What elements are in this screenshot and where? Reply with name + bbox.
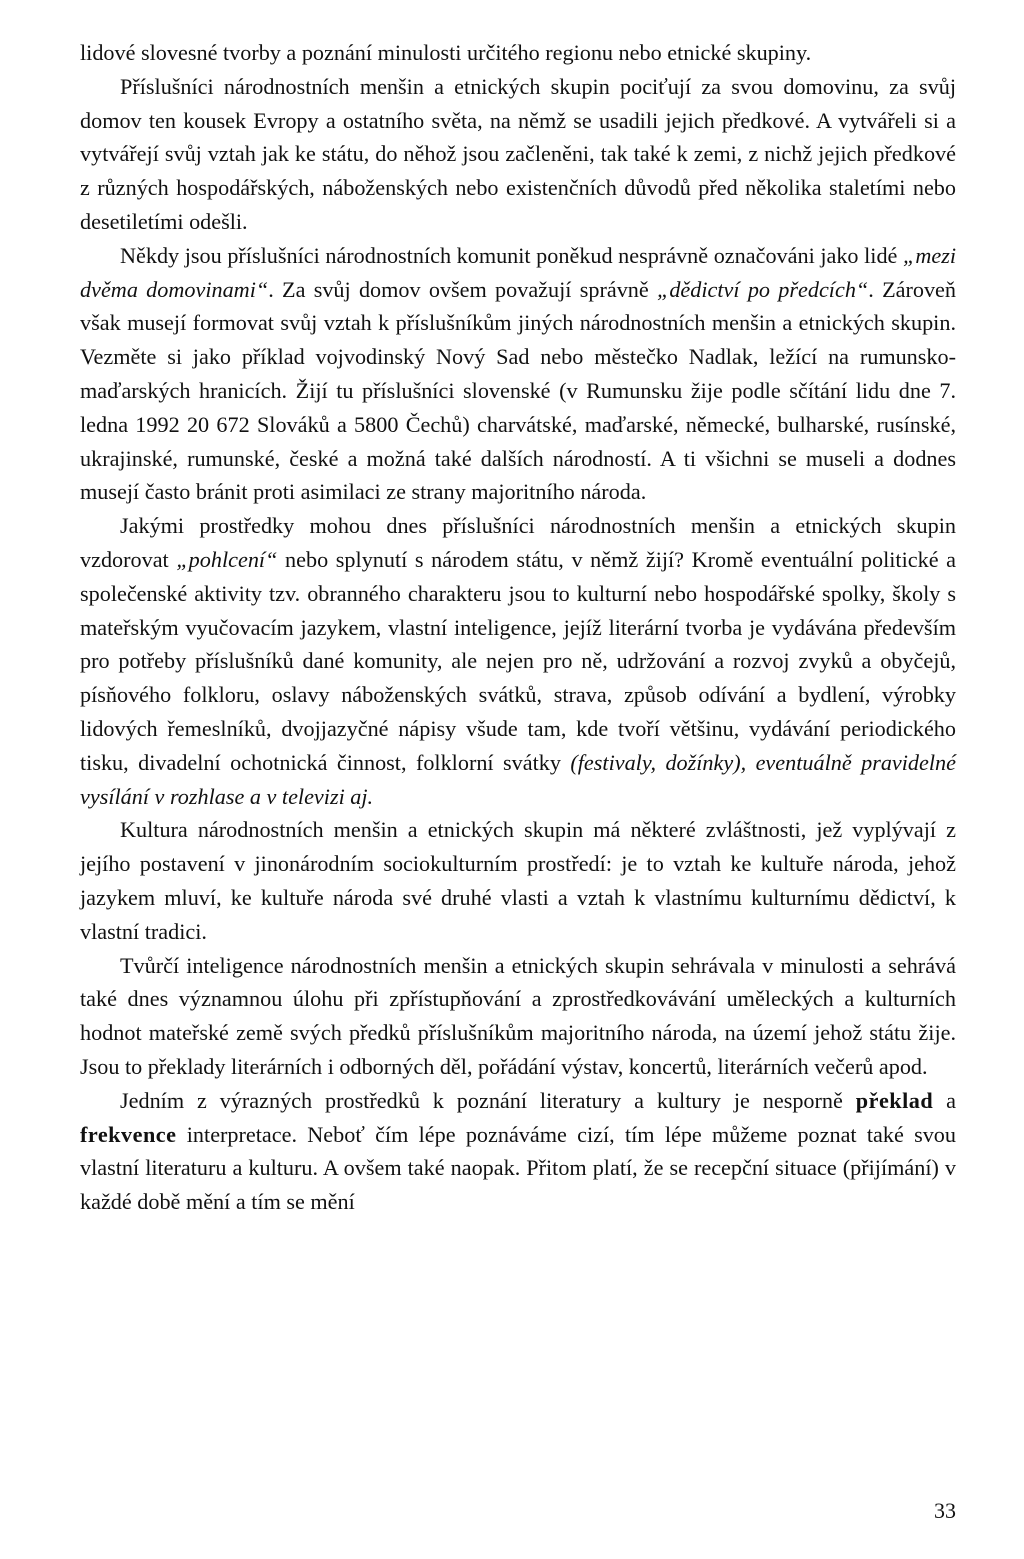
italic-festivaly: (festivaly, dožínky), eventuálně pravidelné vysílání v rozhlase a v televizi aj. <box>80 749 956 809</box>
paragraph-6: Tvůrčí inteligence národnostních menšin a etnických skupin sehrávala v minulosti a sehrává také dnes významnou úlohu při zpřístupňování a zprostředkovávání uměleckých a kulturních hodnot mateřské země svých předků příslušníkům majoritního národa, na území jehož státu žije. Jsou to překlady literárních i odborných děl, pořádání výstav, koncertů, literárních večerů apod. <box>80 952 956 1079</box>
paragraph-4 <box>80 509 956 813</box>
paragraph-4-part-2: nebo splynutí s národem státu, v němž žijí? Kromě eventuální politické a společenské aktivity tzv. obranného charakteru jsou to kulturní nebo hospodářské spolky, školy s mateřským vyučovacím jazykem, vlastní inteligence, jejíž literární tvorba je vydávána především pro potřeby příslušníků dané komunity, ale nejen pro ně, udržování a rozvoj zvyků a obyčejů, písňového folkloru, oslavy náboženských svátků, strava, způsob odívání a bydlení, výrobky lidových řemeslníků, dvojjazyčné nápisy všude tam, kde tvoří většinu, vydávání periodického tisku, divadelní ochotnická činnost, folklorní svátky <box>80 546 956 775</box>
page-body <box>80 36 956 1219</box>
paragraph-3-part-1: Někdy jsou příslušníci národnostních komunit poněkud nesprávně označováni jako lidé <box>120 242 903 268</box>
page-number: 33 <box>934 1498 956 1523</box>
paragraph-3-part-3: . Zároveň však musejí formovat svůj vztah k příslušníkům jiných národnostních menšin a etnických skupin. Vezměte si jako příklad vojvodinský Nový Sad nebo městečko Nadlak, ležící na rumunsko-maďarských hranicích. Žijí tu příslušníci slovenské (v Rumunsku žije podle sčítání lidu dne 7. ledna 1992 20 672 Slováků a 5800 Čechů) charvátské, maďarské, německé, bulharské, rusínské, ukrajinské, rumunské, české a možná také dalších národností. A ti všichni se museli a dodnes musejí často bránit proti asimilaci ze strany majoritního národa. <box>80 276 956 505</box>
bold-frekvence: frekvence <box>80 1121 177 1147</box>
paragraph-7-part-1: Jedním z výrazných prostředků k poznání literatury a kultury je nesporně <box>120 1087 856 1113</box>
quote-dedictvi-po-predcich: „dědictví po předcích“ <box>657 276 869 302</box>
paragraph-4-part-1: Jakými prostředky mohou dnes příslušníci národnostních menšin a etnických skupin vzdorovat <box>80 513 956 572</box>
quote-mezi-dvema-domovinami: „mezi dvěma domovinami“ <box>80 242 956 302</box>
paragraph-3-part-2: . Za svůj domov ovšem považují správně <box>268 276 657 302</box>
paragraph-7-part-3: interpretace. Neboť čím lépe poznáváme cizí, tím lépe můžeme poznat také svou vlastní literaturu a kulturu. A ovšem také naopak. Přitom platí, že se recepční situace (přijímání) v každé době mění a tím se mění <box>80 1121 956 1215</box>
bold-preklad: překlad <box>855 1087 934 1113</box>
paragraph-1: lidové slovesné tvorby a poznání minulosti určitého regionu nebo etnické skupiny. <box>80 40 812 65</box>
paragraph-3 <box>80 239 956 509</box>
paragraph-5: Kultura národnostních menšin a etnických skupin má některé zvláštnosti, jež vyplývají z jejího postavení v jinonárodním sociokulturním prostředí: je to vztah ke kultuře národa, jehož jazykem mluví, ke kultuře národa své druhé vlasti a vztah k vlastnímu kulturnímu dědictví, k vlastní tradici. <box>80 817 956 944</box>
paragraph-2: Příslušníci národnostních menšin a etnických skupin pociťují za svou domovinu, za svůj domov ten kousek Evropy a ostatního světa, na němž se usadili jejich předkové. A vytvářeli si a vytvářejí svůj vztah jak ke státu, do něhož jsou začleněni, tak také k zemi, z nichž jejich předkové z různých hospodářských, náboženských nebo existenčních důvodů před několika staletími nebo desetiletími odešli. <box>80 73 956 234</box>
paragraph-7-part-2: a <box>933 1087 956 1113</box>
quote-pohlceni: „pohlcení“ <box>176 546 278 572</box>
paragraph-7 <box>80 1084 956 1219</box>
